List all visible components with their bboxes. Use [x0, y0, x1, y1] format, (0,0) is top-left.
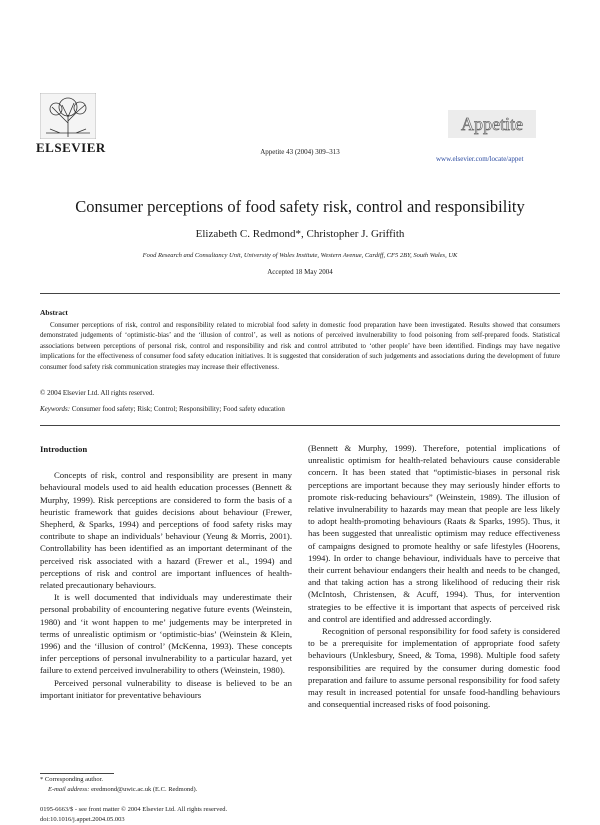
left-column [40, 443, 292, 701]
accepted-date: Accepted 18 May 2004 [267, 268, 333, 276]
paragraph-left-1: Concepts of risk, control and responsibility are present in many behavioural models used to aid health education processes (Bennett & Murphy, 1999). Risk perceptions are considered to form the basis of a heuristic framework that guides decisions about behaviour (Frewer, Shepherd, & Sparks, 1994) and perceptions of food safety risks may contribute to shape an individuals’ behaviour (Yeung & Morris, 2001). Controllability has been identified as an important determinant of the perceived risk associated with a hazard (Frewer et al., 1994) and perceptions of risk and control are important influences of health-related precautionary behaviours. [40, 470, 292, 591]
email-address: eredmond@uwic.ac.uk (E.C. Redmond). [91, 786, 198, 793]
journal-url-link[interactable]: www.elsevier.com/locate/appet [436, 155, 524, 163]
abstract-heading: Abstract [40, 308, 68, 317]
footnote-corresponding: * Corresponding author. [40, 776, 104, 783]
elsevier-tree-logo [40, 93, 96, 139]
publisher-name: ELSEVIER [36, 140, 106, 155]
paragraph-right-2: Recognition of personal responsibility for food safety is considered to be a prerequisite for implementation of appropriate food safety behaviours (Unklesbury, Sneed, & Toma, 1998). Multiple food safety responsibilities are required by the consumer during domestic food preparation and failure to assume personal responsibility for food safety may result in increased potential for unsafe food-handling behaviours and consequential increased risks of food poisoning. [308, 626, 560, 710]
journal-logo [448, 110, 536, 138]
paragraph-right-1: (Bennett & Murphy, 1999). Therefore, potential implications of unrealistic optimism for health-related behaviours cause considerable concern. It has been stated that “optimistic-biases in personal risk perceptions are important because they may seriously hinder efforts to promote risk-reducing behaviours” (Weinstein, 1989). The illusion of relative invulnerability to hazards may mean that people are less likely to adopt health-promoting behaviours (Raats & Sparks, 1995). Thus, it has been suggested that unrealistic optimism may reduce effectiveness of campaigns designed to promote healthy or safe lifestyles (Hoorens, 1994). In order to change behaviour, individuals have to perceive that their current behaviour endangers their health and needs to be changed, and that taking action has a strong likelihood of reducing their risk (McIntosh, Christensen, & Acuff, 1994). Thus, for intervention strategies to be effective it is important that aspects of perceived risk and control are identified and addressed accordingly. [308, 443, 560, 624]
abstract-copyright: © 2004 Elsevier Ltd. All rights reserved. [40, 389, 155, 397]
article-authors: Elizabeth C. Redmond*, Christopher J. Griffith [195, 228, 405, 240]
abstract-bottom-divider [40, 425, 560, 426]
paragraph-left-3: Perceived personal vulnerability to disease is believed to be an important initiator for preventative behaviours [40, 677, 292, 700]
keywords-label: Keywords: [40, 405, 71, 413]
citation-line: Appetite 43 (2004) 309–313 [260, 148, 340, 156]
paragraph-left-2: It is well documented that individuals may underestimate their personal probability of encountering negative future events (Weinstein, 1980) and ‘it wont happen to me’ judgements may be interpreted in terms of unrealistic optimism or ‘optimistic-bias’ (Weinstein & Klein, 1996) and the ‘illusion of control’ (McKenna, 1993). These concepts infer perceptions of personal invulnerability to a particular hazard, yet failure to extend perceived invulnerability to others (Weinstein, 1980). [40, 592, 292, 676]
right-column [308, 442, 560, 710]
keywords-list: Consumer food safety; Risk; Control; Responsibility; Food safety education [71, 405, 285, 413]
doi-line: doi:10.1016/j.appet.2004.05.003 [40, 816, 125, 823]
article-title: Consumer perceptions of food safety risk, control and responsibility [75, 197, 525, 216]
issn-line: 0195-6663/$ - see front matter © 2004 Elsevier Ltd. All rights reserved. [40, 806, 228, 813]
keywords-line [40, 405, 285, 413]
svg-text:Appetite: Appetite [461, 114, 523, 134]
footnote-divider [40, 773, 114, 774]
author-affiliation: Food Research and Consultancy Unit, University of Wales Institute, Western Avenue, Cardiff, CF5 2BY, South Wales, UK [142, 252, 458, 259]
abstract-top-divider [40, 293, 560, 294]
abstract-text: Consumer perceptions of risk, control and responsibility related to microbial food safety in domestic food preparation have been investigated. Results showed that consumers demonstrated judgements of ‘optimistic-bias’ and the ‘illusion of control’, as well as notions of perceived invulnerability to food poisoning from self-prepared foods. Statistical associations between perceptions of personal risk, control and responsibility and risk and control attributed to ‘other people’ have been identified. Findings may have negative implications for the effectiveness of consumer food safety education initiatives. It is suggested that consideration of such judgements and associations during the development of future consumer food safety risk communication strategies may increase their effectiveness. [40, 321, 560, 371]
introduction-heading: Introduction [40, 444, 88, 454]
email-label: E-mail address: [48, 786, 90, 793]
footnote-email [48, 786, 197, 793]
